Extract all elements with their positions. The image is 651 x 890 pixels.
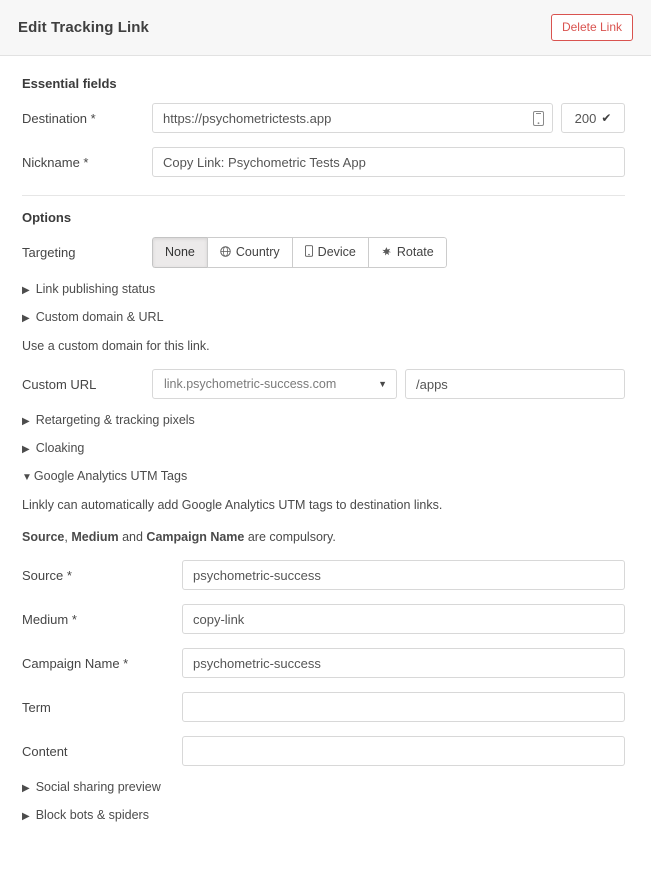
utm-campaign-control [182,648,625,678]
chevron-right-icon: ▶ [22,313,30,325]
custom-url-row [22,369,625,399]
utm-term-label-text: Term [22,700,51,716]
custom-domain-value: link.psychometric-success.com [164,377,337,392]
nickname-label-text: Nickname [22,155,80,170]
targeting-label: Targeting [22,245,76,260]
page-title: Edit Tracking Link [18,19,149,36]
utm-content-control [182,736,625,766]
collapsible-social-sharing-preview[interactable] [22,780,625,794]
utm-medium-label-text: Medium [22,612,69,628]
panel-header [0,0,651,56]
targeting-rotate-button[interactable] [368,237,447,268]
nickname-label [22,147,152,171]
utm-compulsory-note [22,528,625,546]
chevron-right-icon: ▶ [22,285,30,297]
destination-control [152,103,625,133]
utm-compulsory-source: Source [22,530,65,545]
destination-label-text: Destination [22,111,88,126]
check-icon: ✔ [601,111,612,125]
chevron-right-icon: ▶ [22,444,30,456]
nickname-input[interactable] [152,147,625,177]
collapsible-label: Cloaking [35,441,85,456]
targeting-control [152,237,625,268]
destination-input-wrap [152,103,553,133]
destination-status-select[interactable] [561,103,625,133]
utm-campaign-label-text: Campaign Name [22,656,120,672]
bottom-spacer [22,822,625,842]
targeting-device-button[interactable] [292,237,368,268]
custom-url-control [152,369,625,399]
chevron-right-icon: ▶ [22,811,30,823]
collapsible-cloaking[interactable] [22,441,625,455]
collapsible-label: Custom domain & URL [35,310,164,325]
chevron-down-icon: ▼ [22,472,32,484]
utm-term-row [22,692,625,722]
utm-source-required: * [66,568,72,584]
collapsible-link-publishing-status[interactable] [22,282,625,296]
utm-content-input[interactable] [182,736,625,766]
utm-medium-input[interactable] [182,604,625,634]
collapsible-google-analytics-utm-tags[interactable] [22,469,625,483]
utm-compulsory-campaign: Campaign Name [146,530,245,545]
utm-source-row [22,560,625,590]
targeting-rotate-label: Rotate [396,244,434,259]
options-heading: Options [22,210,72,225]
targeting-country-button[interactable] [207,237,292,268]
essential-fields-heading: Essential fields [22,76,117,91]
utm-source-input[interactable] [182,560,625,590]
utm-medium-row [22,604,625,634]
chevron-down-icon: ▼ [378,379,387,390]
utm-campaign-input[interactable] [182,648,625,678]
delete-link-button[interactable]: Delete Link [551,14,633,40]
utm-medium-required: * [71,612,77,628]
collapsible-label: Link publishing status [35,282,156,297]
utm-source-label [22,560,182,584]
collapsible-retargeting-tracking-pixels[interactable] [22,413,625,427]
status-code: 200 [574,110,597,126]
utm-term-control [182,692,625,722]
targeting-none-button[interactable] [152,237,207,268]
rotate-icon [381,246,392,260]
utm-compulsory-comma: , [64,530,68,545]
targeting-button-group [152,237,447,268]
nickname-required: * [83,155,89,170]
utm-campaign-required: * [123,656,129,672]
panel-body [0,56,651,842]
chevron-right-icon: ▶ [22,416,30,428]
utm-description: Linkly can automatically add Google Analytics UTM tags to destination links. [22,498,443,513]
custom-domain-hint: Use a custom domain for this link. [22,339,210,354]
nickname-control [152,147,625,177]
collapsible-label: Block bots & spiders [35,808,149,823]
utm-medium-label [22,604,182,628]
destination-row [22,103,625,133]
custom-url-path-wrap [405,369,625,399]
device-icon [305,245,313,260]
collapsible-block-bots-spiders[interactable] [22,808,625,822]
utm-term-input[interactable] [182,692,625,722]
divider [22,195,625,196]
targeting-row [22,237,625,268]
utm-source-label-text: Source [22,568,64,584]
collapsible-label: Google Analytics UTM Tags [33,469,188,484]
collapsible-label: Retargeting & tracking pixels [35,413,195,428]
mobile-icon [533,103,544,133]
utm-campaign-row [22,648,625,678]
destination-input[interactable] [152,103,553,133]
utm-source-control [182,560,625,590]
utm-compulsory-post: are compulsory. [247,530,336,545]
destination-label [22,103,152,127]
utm-campaign-label [22,648,182,672]
targeting-none-label: None [165,244,195,259]
utm-compulsory-medium: Medium [71,530,119,545]
globe-icon [220,246,231,260]
collapsible-custom-domain-url[interactable] [22,310,625,324]
utm-content-label-text: Content [22,744,68,760]
utm-term-label [22,692,182,716]
nickname-row [22,147,625,177]
destination-required: * [90,111,96,126]
custom-domain-select[interactable] [152,369,397,399]
targeting-country-label: Country [235,244,280,259]
utm-content-label [22,736,182,760]
utm-medium-control [182,604,625,634]
custom-url-label: Custom URL [22,377,97,393]
utm-content-row [22,736,625,766]
targeting-device-label: Device [317,244,356,259]
collapsible-label: Social sharing preview [35,780,161,795]
utm-compulsory-and: and [122,530,143,545]
custom-url-path-input[interactable] [405,369,625,399]
chevron-right-icon: ▶ [22,783,30,795]
